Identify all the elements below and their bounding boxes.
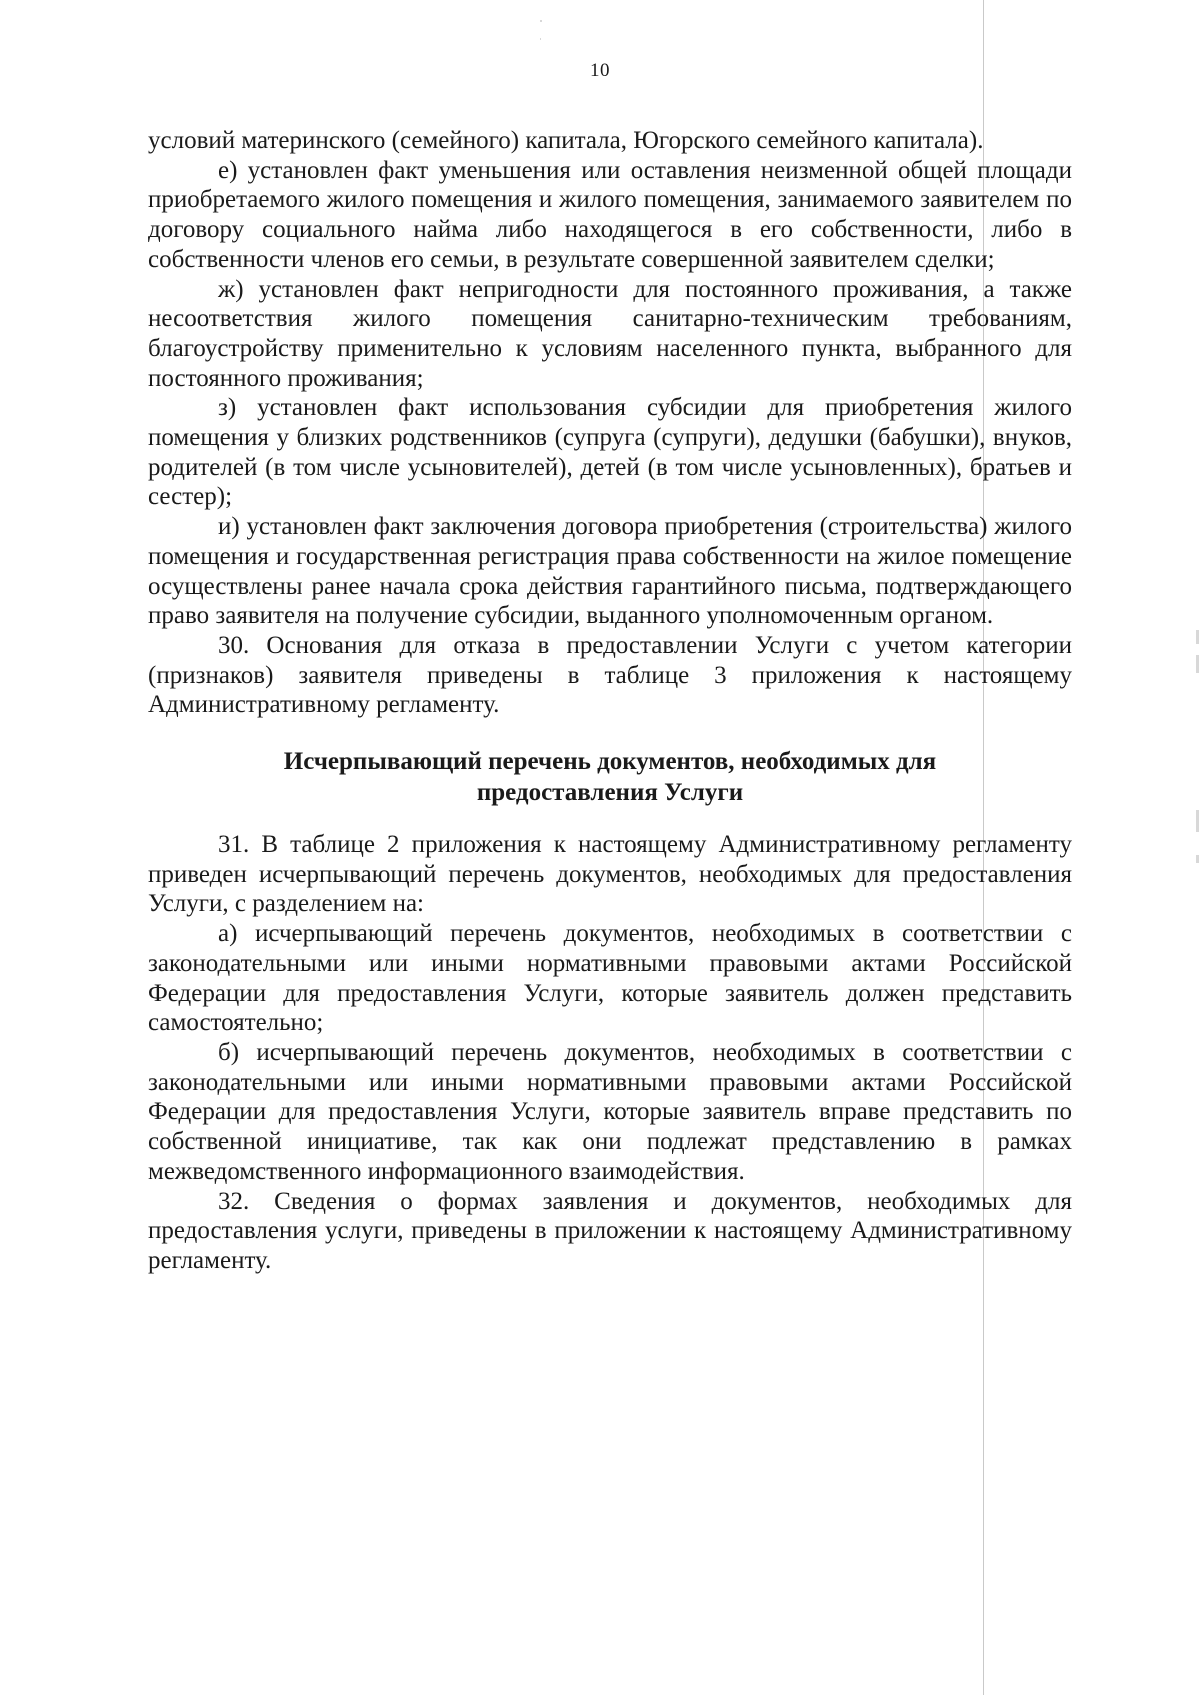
paragraph-item-b: б) исчерпывающий перечень документов, необходимых в соответствии с законодательными или иными нормативными правовыми актами Российской Федерации для предоставления Услуги, которые заявитель вправе представить по собственной инициативе, так как они подлежат представлению в рамках межведомственного информационного взаимодействия. [148, 1038, 1072, 1185]
section-heading-line-1: Исчерпывающий перечень документов, необходимых для [283, 748, 937, 776]
paragraph-item-z: з) установлен факт использования субсидии для приобретения жилого помещения у близких родственников (супруга (супруги), дедушки (бабушки), внуков, родителей (в том числе усыновителей), детей (в том числе усыновленных), братьев и сестер); [148, 394, 1072, 511]
paragraph-item-i: и) установлен факт заключения договора приобретения (строительства) жилого помещения и государственная регистрация права собственности на жилое помещение осуществлены ранее начала срока действия гарантийного письма, подтверждающего право заявителя на получение субсидии, выданного уполномоченным органом. [148, 513, 1072, 630]
paragraph-32: 32. Сведения о формах заявления и документов, необходимых для предоставления услуги, приведены в приложении к настоящему Административному регламенту. [148, 1187, 1072, 1274]
paragraph-30: 30. Основания для отказа в предоставлении Услуги с учетом категории (признаков) заявителя приведены в таблице 3 приложения к настоящему Административному регламенту. [148, 631, 1072, 719]
scan-speck [1196, 630, 1199, 644]
scan-speck [540, 38, 541, 40]
section-heading [148, 746, 1072, 808]
scan-speck [1196, 855, 1199, 863]
section-heading-line-2: предоставления Услуги [476, 779, 744, 807]
paragraph-item-zh: ж) установлен факт непригодности для постоянного проживания, а также несоответствия жилого помещения санитарно-техническим требованиям, благоустройству применительно к условиям населенного пункта, выбранного для постоянного проживания; [148, 275, 1072, 392]
paragraph-item-e: е) установлен факт уменьшения или оставления неизменной общей площади приобретаемого жилого помещения и жилого помещения, занимаемого заявителем по договору социального найма либо находящегося в его собственности, либо в собственности членов его семьи, в результате совершенной заявителем сделки; [148, 156, 1072, 273]
scan-speck [1196, 810, 1199, 832]
document-body [148, 126, 1072, 1276]
paragraph-item-a: а) исчерпывающий перечень документов, необходимых в соответствии с законодательными или иными нормативными правовыми актами Российской Федерации для предоставления Услуги, которые заявитель должен представить самостоятельно; [148, 920, 1072, 1037]
scan-speck [540, 20, 542, 22]
scan-speck [1196, 655, 1199, 673]
paragraph-31: 31. В таблице 2 приложения к настоящему Административному регламенту приведен исчерпывающий перечень документов, необходимых для предоставления Услуги, с разделением на: [148, 831, 1072, 918]
paragraph-continuation: условий материнского (семейного) капитала, Югорского семейного капитала). [148, 127, 984, 154]
page-number: 10 [590, 60, 610, 81]
